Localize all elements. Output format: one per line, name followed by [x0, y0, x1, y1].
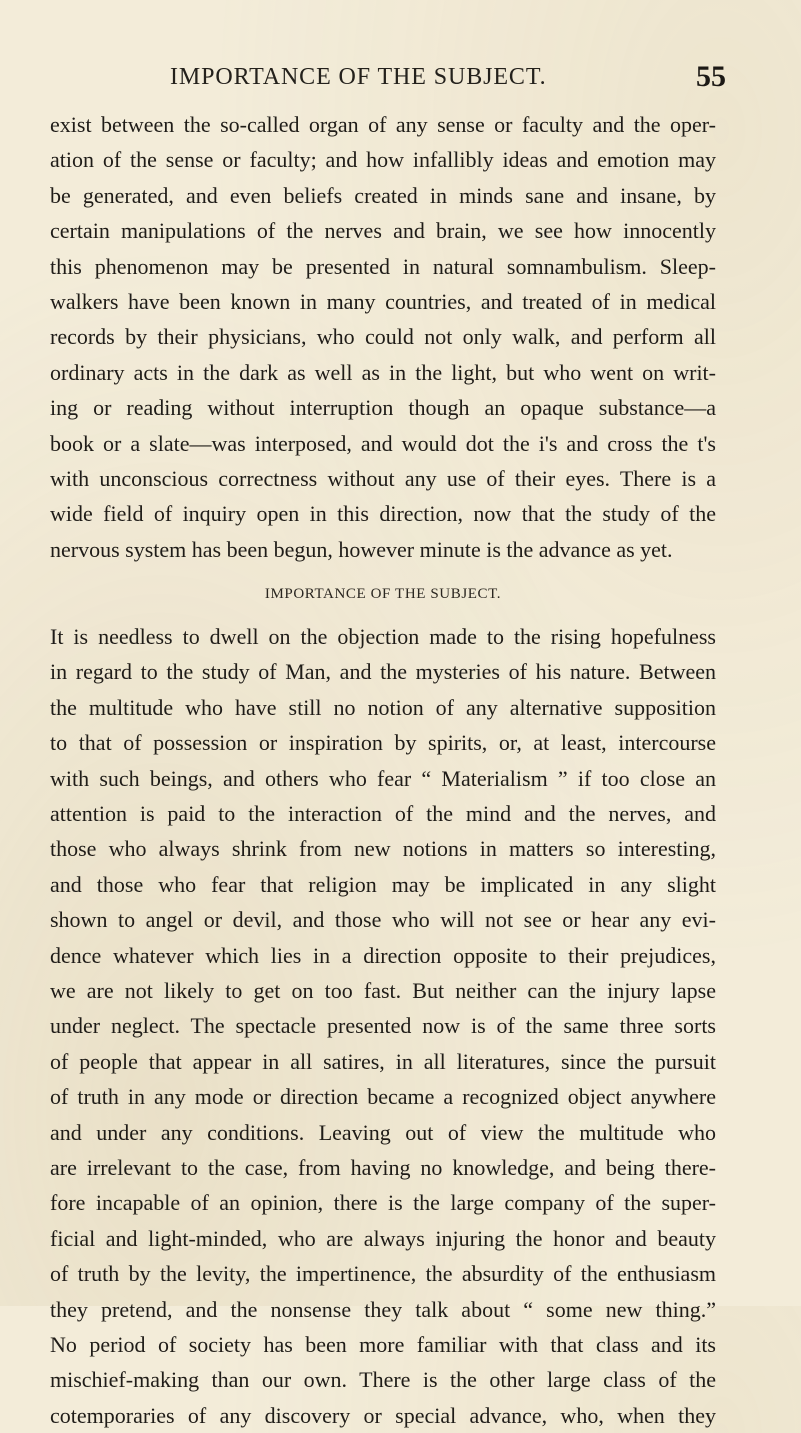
text-line: records by their physicians, who could not only walk, and perform all: [50, 324, 716, 350]
text-line: It is needless to dwell on the objection made to the rising hopefulness: [50, 624, 716, 650]
text-line: of truth by the levity, the impertinence, the absurdity of the enthusiasm: [50, 1261, 716, 1287]
text-line: ficial and light-minded, who are always injuring the honor and beauty: [50, 1225, 716, 1251]
text-line: ordinary acts in the dark as well as in the light, but who went on writ-: [50, 359, 716, 385]
text-line: with unconscious correctness without any use of their eyes. There is a: [50, 465, 716, 491]
text-line: we are not likely to get on too fast. But neither can the injury lapse: [50, 977, 716, 1003]
body-text: [50, 107, 716, 1433]
paragraph-2: [50, 619, 716, 1433]
text-line: walkers have been known in many countries, and treated of in medical: [50, 288, 716, 314]
text-line: attention is paid to the interaction of the mind and the nerves, and: [50, 801, 716, 827]
text-line: they pretend, and the nonsense they talk about “ some new thing.”: [50, 1296, 716, 1322]
text-line: be generated, and even beliefs created in minds sane and insane, by: [50, 182, 716, 208]
text-line: with such beings, and others who fear “ Materialism ” if too close an: [50, 765, 716, 791]
text-line: book or a slate—was interposed, and would dot the i's and cross the t's: [50, 430, 716, 456]
text-line: in regard to the study of Man, and the mysteries of his nature. Between: [50, 659, 716, 685]
text-line: to that of possession or inspiration by spirits, or, at least, intercourse: [50, 730, 716, 756]
text-line: of people that appear in all satires, in all literatures, since the pursuit: [50, 1048, 716, 1074]
running-title: IMPORTANCE OF THE SUBJECT.: [170, 64, 547, 90]
text-line: those who always shrink from new notions in matters so interesting,: [50, 836, 716, 862]
text-line: cotemporaries of any discovery or special advance, who, when they: [50, 1402, 716, 1428]
text-line: of truth in any mode or direction became a recognized object anywhere: [50, 1084, 716, 1110]
text-line: dence whatever which lies in a direction opposite to their prejudices,: [50, 942, 716, 968]
text-line: nervous system has been begun, however minute is the advance as yet.: [50, 536, 673, 562]
text-line: fore incapable of an opinion, there is the large company of the super-: [50, 1190, 716, 1216]
page-number: 55: [696, 60, 726, 93]
text-line: wide field of inquiry open in this direction, now that the study of the: [50, 501, 716, 527]
text-line: exist between the so-called organ of any sense or faculty and the oper-: [50, 112, 716, 137]
text-line: mischief-making than our own. There is the other large class of the: [50, 1367, 716, 1393]
paragraph-1: [50, 107, 716, 567]
running-head: [170, 60, 726, 100]
text-line: ation of the sense or faculty; and how infallibly ideas and emotion may: [50, 147, 716, 173]
text-line: and under any conditions. Leaving out of view the multitude who: [50, 1119, 716, 1145]
text-line: ing or reading without interruption though an opaque substance—a: [50, 395, 716, 421]
text-line: and those who fear that religion may be implicated in any slight: [50, 871, 716, 897]
text-line: are irrelevant to the case, from having no knowledge, and being there-: [50, 1154, 716, 1180]
text-line: certain manipulations of the nerves and brain, we see how innocently: [50, 218, 716, 244]
text-line: the multitude who have still no notion of any alternative supposition: [50, 694, 716, 720]
text-line: No period of society has been more familiar with that class and its: [50, 1331, 716, 1357]
text-line: under neglect. The spectacle presented now is of the same three sorts: [50, 1013, 716, 1039]
text-line: this phenomenon may be presented in natural somnambulism. Sleep-: [50, 253, 716, 279]
text-line: shown to angel or devil, and those who will not see or hear any evi-: [50, 907, 716, 933]
section-heading: IMPORTANCE OF THE SUBJECT.: [264, 586, 502, 603]
